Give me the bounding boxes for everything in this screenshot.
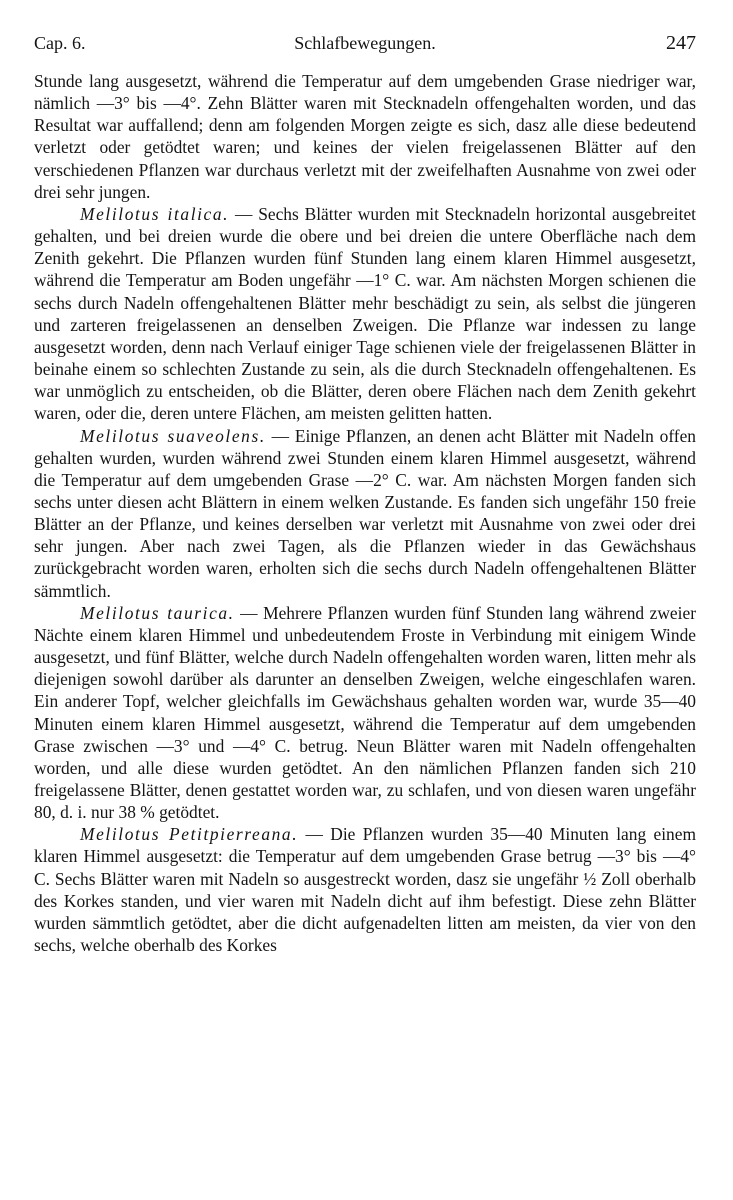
species-name: Melilotus Petitpierreana. — [80, 824, 299, 845]
species-name: Melilotus suaveolens. — [80, 425, 266, 446]
paragraph-continued — [34, 70, 696, 203]
book-page — [34, 30, 696, 1190]
paragraph-melilotus-petitpierreana — [34, 823, 696, 956]
body-text — [34, 70, 696, 956]
species-name: Melilotus taurica. — [80, 602, 235, 623]
paragraph-text: — Einige Pflanzen, an denen acht Blätter mit Nadeln offen gehalten wurden, wurden während zwei Stunden einem klaren Himmel ausgesetzt, während die Temperatur auf dem umgebenden Grase —2° C. war. Am nächsten Morgen fanden sich sechs unter diesen acht Blättern in einem welken Zustande. Es fanden sich ungefähr 150 freie Blätter an der Pflanze, und keines derselben war verletzt mit Ausnahme von zwei oder drei sehr jungen. Aber nach zwei Tagen, als die Pflanzen wieder in das Gewächshaus zurückgebracht worden waren, erholten sich die sechs durch Nadeln offengehaltenen Blätter sämmtlich. — [34, 425, 697, 601]
running-title: Schlafbewegungen. — [294, 33, 436, 53]
paragraph-melilotus-italica — [34, 203, 696, 425]
running-head — [34, 30, 696, 56]
paragraph-text: — Sechs Blätter wurden mit Stecknadeln horizontal ausgebreitet gehalten, und bei dreien wurde die obere und bei dreien die untere Oberfläche nach dem Zenith gekehrt. Die Pflanzen wurden fünf Stunden lang einem klaren Himmel ausgesetzt, während die Temperatur am Boden ungefähr —1° C. war. Am nächsten Morgen schienen die sechs durch Nadeln offengehaltenen Blätter mehr beschädigt zu sein, als selbst die jüngeren und zarteren freigelassenen an denselben Zweigen. Die Pflanze war indessen zu lange ausgesetzt worden, denn nach Verlauf einiger Tage schienen viele der freigelassenen Blätter in beinahe einem so schlechten Zustande zu sein, als die durch Stecknadeln offengehaltenen. Es war unmöglich zu entscheiden, ob die Blätter, deren obere Flächen nach dem Zenith gekehrt waren, oder die, deren untere Flächen, am meisten gelitten hatten. — [34, 203, 696, 424]
species-name: Melilotus italica. — [80, 203, 230, 224]
paragraph-melilotus-suaveolens — [34, 425, 696, 602]
chapter-label: Cap. 6. — [34, 33, 86, 53]
paragraph-melilotus-taurica — [34, 602, 696, 824]
page-number: 247 — [666, 32, 696, 54]
paragraph-text: — Die Pflanzen wurden 35—40 Minuten lang einem klaren Himmel ausgesetzt: die Temperatur auf dem umgebenden Grase betrug —3° bis —4° C. Sechs Blätter waren mit Nadeln so ausgestreckt worden, dasz sie ungefähr ½ Zoll oberhalb des Korkes standen, und vier waren mit Nadeln dicht auf ihm befestigt. Diese zehn Blätter wurden sämmtlich getödtet, aber die dicht aufgenadelten litten am meisten, da vier von den sechs, welche oberhalb des Korkes — [34, 824, 696, 956]
paragraph-text: — Mehrere Pflanzen wurden fünf Stunden lang während zweier Nächte einem klaren Himmel und unbedeutendem Froste in Verbindung mit einigem Winde ausgesetzt, und fünf Blätter, welche durch Nadeln offengehalten worden waren, litten mehr als diejenigen sowohl darüber als darunter an denselben Zweigen, welche eingeschlafen waren. Ein anderer Topf, welcher gleichfalls im Gewächshaus gehalten worden war, wurde 35—40 Minuten einem klaren Himmel ausgesetzt, während die Temperatur auf dem umgebenden Grase zwischen —3° und —4° C. betrug. Neun Blätter waren mit Nadeln offengehalten worden, und alle diese wurden getödtet. An den nämlichen Pflanzen fanden sich 210 freigelassene Blätter, denen gestattet worden war, zu schlafen, und von diesen waren ungefähr 80, d. i. nur 38 % getödtet. — [34, 602, 696, 823]
paragraph-text: Stunde lang ausgesetzt, während die Temperatur auf dem umgebenden Grase niedriger war, nämlich —3° bis —4°. Zehn Blätter waren mit Stecknadeln offengehalten worden, und das Resultat war auffallend; denn am folgenden Morgen zeigte es sich, dasz alle diese bedeutend verletzt oder getödtet waren; und keines der vielen freigelassenen Blätter auf den verschiedenen Pflanzen war durchaus verletzt mit der zweifelhaften Ausnahme von zwei oder drei sehr jungen. — [34, 71, 696, 202]
